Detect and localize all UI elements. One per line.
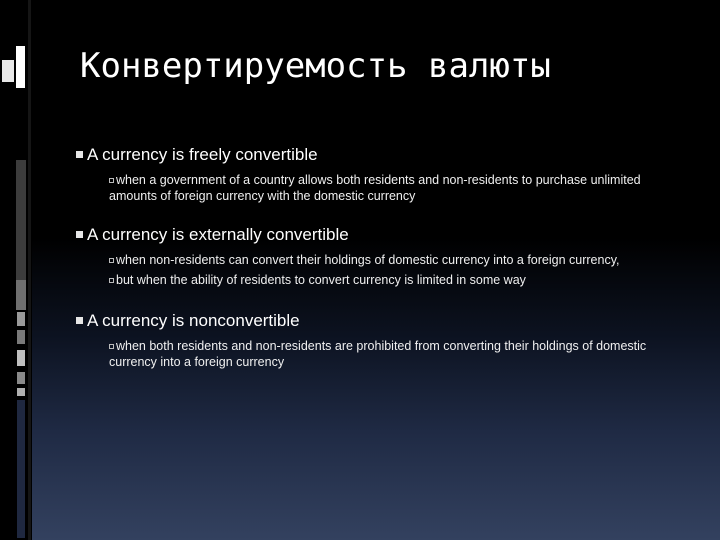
square-bullet-icon [76,151,83,158]
decor-rect [28,0,31,540]
bullet-heading [76,144,686,166]
section-externally-convertible [76,224,686,288]
sub-point [76,172,686,204]
small-bullet-icon [109,178,114,183]
sub-point-text: when non-residents can convert their holdings of domestic currency into a foreign currency, [116,253,620,267]
slide-title: Конвертируемость валюты [80,46,551,86]
decor-rect [17,372,25,384]
square-bullet-icon [76,231,83,238]
bullet-prefix: A currency is [87,145,190,164]
sub-point-text: but when the ability of residents to convert currency is limited in some way [116,273,526,287]
decor-rect [16,280,26,310]
small-bullet-icon [109,278,114,283]
square-bullet-icon [76,317,83,324]
sub-point [76,338,686,370]
decorative-side-bar [0,0,32,540]
sub-point [76,272,686,288]
bullet-heading [76,310,686,332]
section-freely-convertible [76,144,686,204]
bullet-prefix: A currency is [87,311,190,330]
decor-rect [17,388,25,396]
bullet-heading [76,224,686,246]
bullet-emphasis: nonconvertible [189,311,300,330]
bullet-emphasis: externally convertible [189,225,349,244]
bullet-emphasis: freely convertible [189,145,318,164]
sub-point [76,252,686,268]
decor-rect [17,350,25,366]
decor-rect [17,400,25,538]
decor-rect [17,330,25,344]
sub-point-text: when a government of a country allows both residents and non-residents to purchase unlimited amounts of foreign currency with the domestic currency [109,173,641,203]
decor-rect [16,46,25,88]
sub-point-text: when both residents and non-residents are prohibited from converting their holdings of domestic currency into a foreign currency [109,339,647,369]
small-bullet-icon [109,344,114,349]
slide-content [76,144,686,370]
small-bullet-icon [109,258,114,263]
section-nonconvertible [76,310,686,370]
decor-rect [17,312,25,326]
bullet-prefix: A currency is [87,225,190,244]
decor-rect [2,60,14,82]
